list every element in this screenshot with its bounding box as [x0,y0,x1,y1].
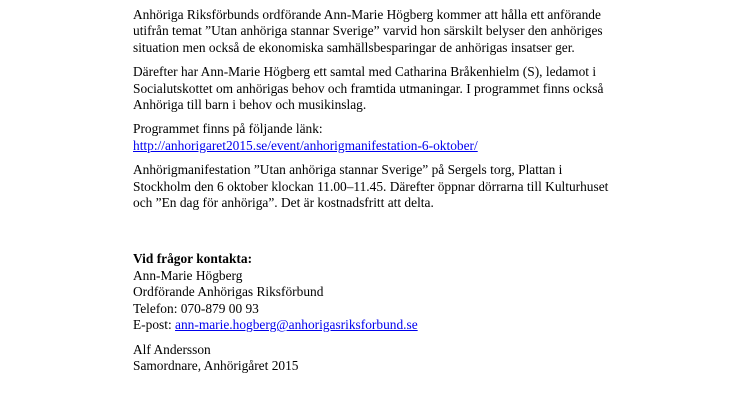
contact-name: Alf Andersson [133,341,211,357]
paragraph-conversation [133,64,733,113]
contact-block-2 [133,342,733,375]
text-line: situation men också de ekonomiska samhällsbesparingar de anhörigas insatser ger. [133,39,575,55]
contact-heading: Vid frågor kontakta: [133,251,253,267]
program-link-intro: Programmet finns på följande länk: [133,121,323,137]
contact-email-line [133,317,733,333]
text-line: Anhörigmanifestation ”Utan anhöriga stannar Sverige” på Sergels torg, Plattan i [133,162,563,178]
paragraph-speech [133,7,733,56]
document-body [133,7,733,374]
text-line: Socialutskottet om anhörigas behov och framtida utmaningar. I programmet finns också [133,80,604,96]
paragraph-event-info [133,162,733,211]
text-line: Därefter har Ann-Marie Högberg ett samtal med Catharina Bråkenhielm (S), ledamot i [133,64,597,80]
text-line: Anhöriga Riksförbunds ordförande Ann-Marie Högberg kommer att hålla ett anförande [133,7,601,22]
contact-name: Ann-Marie Högberg [133,267,243,283]
text-line: Stockholm den 6 oktober klockan 11.00–11.45. Därefter öppnar dörrarna till Kulturhuset [133,178,609,194]
contact-email-label: E-post: [133,317,176,333]
program-link[interactable]: http://anhorigaret2015.se/event/anhorigmanifestation-6-oktober/ [133,137,478,153]
contact-phone: Telefon: 070-879 00 93 [133,300,259,316]
contact-block [133,251,733,333]
contact-email-link[interactable]: ann-marie.hogberg@anhorigasriksforbund.se [175,317,418,333]
text-line: Anhöriga till barn i behov och musikinslag. [133,97,367,113]
paragraph-program-link [133,121,733,154]
text-line: och ”En dag för anhöriga”. Det är kostnadsfritt att delta. [133,195,434,211]
contact-title: Samordnare, Anhörigåret 2015 [133,357,299,373]
text-line: utifrån temat ”Utan anhöriga stannar Sverige” varvid hon särskilt belyser den anhöriges [133,23,603,39]
contact-title: Ordförande Anhörigas Riksförbund [133,284,324,300]
